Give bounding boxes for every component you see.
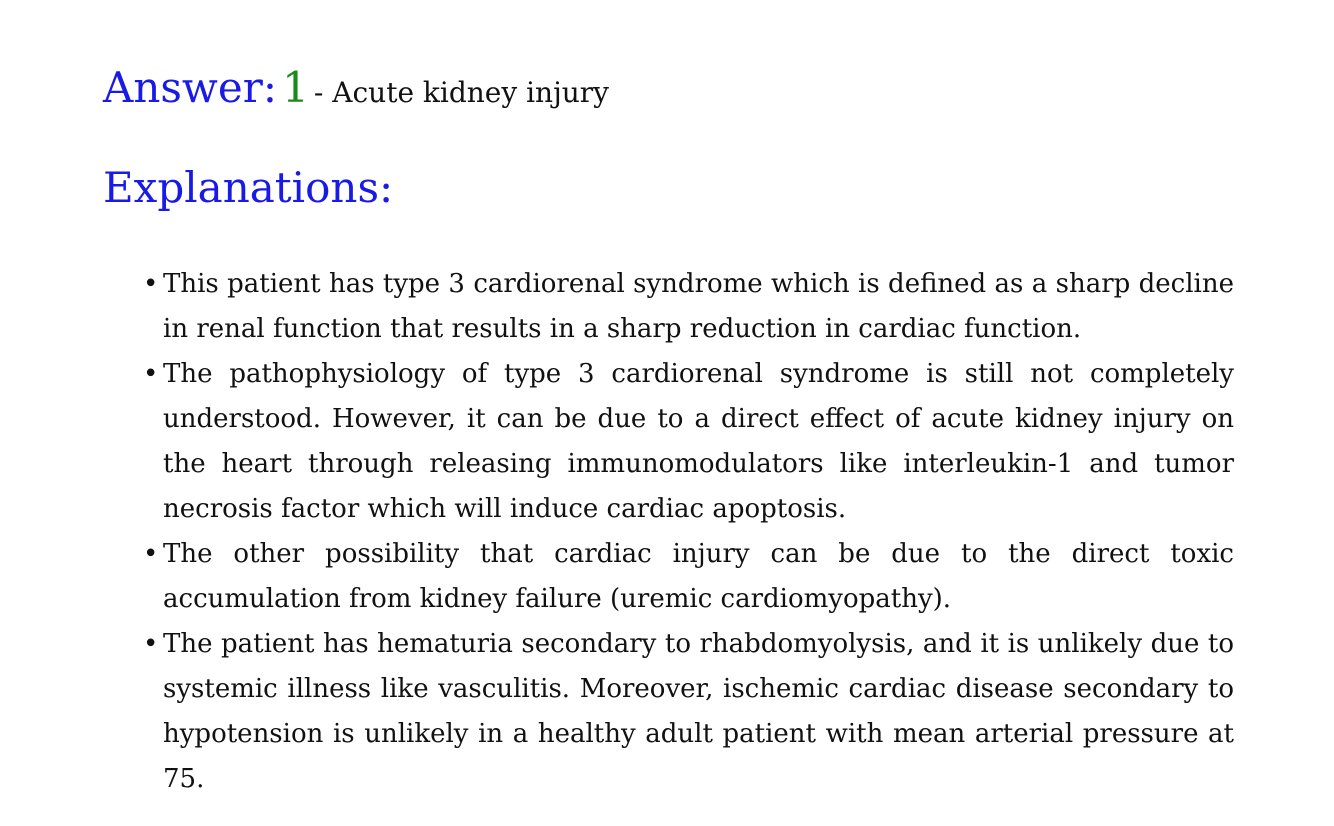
explanation-text: The other possibility that cardiac injury can be due to the direct toxic accumulation from kidney failure (uremic cardiomyopathy). (163, 539, 1234, 614)
explanation-item (143, 532, 1234, 622)
explanation-item (143, 262, 1234, 352)
explanation-text: This patient has type 3 cardiorenal syndrome which is defined as a sharp decline in renal function that results in a sharp reduction in cardiac function. (163, 269, 1234, 344)
bullet-icon: • (143, 629, 159, 659)
bullet-icon: • (143, 269, 159, 299)
answer-line (103, 58, 609, 127)
bullet-icon: • (143, 359, 159, 389)
answer-label: Answer: (103, 63, 277, 112)
bullet-icon: • (143, 539, 159, 569)
answer-text: - Acute kidney injury (313, 76, 609, 109)
explanation-list (143, 262, 1234, 802)
explanations-heading: Explanations: (103, 163, 394, 212)
explanation-text: The pathophysiology of type 3 cardiorenal syndrome is still not completely understood. However, it can be due to a direct effect of acute kidney injury on the heart through releasing immunomodulators like interleukin-1 and tumor necrosis factor which will induce cardiac apoptosis. (163, 359, 1234, 524)
answer-number: 1 (282, 63, 309, 112)
explanation-item (143, 622, 1234, 802)
explanation-text: The patient has hematuria secondary to rhabdomyolysis, and it is unlikely due to systemic illness like vasculitis. Moreover, ischemic cardiac disease secondary to hypotension is unlikely in a healthy adult patient with mean arterial pressure at 75. (163, 629, 1234, 794)
explanation-item (143, 352, 1234, 532)
